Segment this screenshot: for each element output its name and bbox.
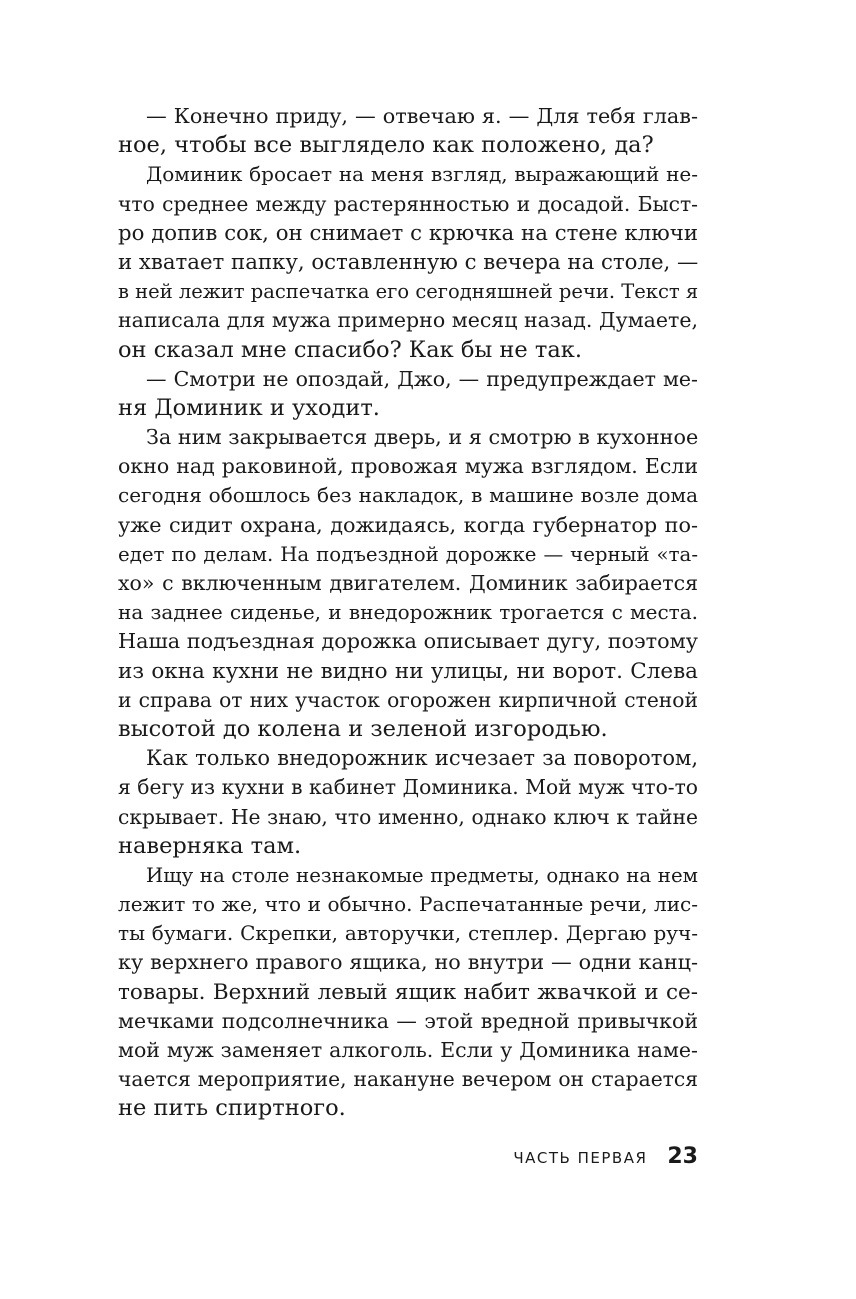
text-line: хо» с включенным двигателем. Доминик забирается [118, 571, 698, 595]
running-head: ЧАСТЬ ПЕРВАЯ [513, 1149, 648, 1167]
text-line: что среднее между растерянностью и досадой. Быст- [118, 191, 698, 216]
text-line: написала для мужа примерно месяц назад. Думаете, [118, 308, 698, 333]
text-line: уже сидит охрана, дожидаясь, когда губернатор по- [118, 512, 698, 537]
text-line: — Смотри не опоздай, Джо, — предупреждает ме- [146, 366, 698, 391]
text-line: лежит то же, что и обычно. Распечатанные речи, лис- [118, 892, 698, 917]
text-line: высотой до колена и зеленой изгородью. [118, 715, 608, 742]
text-line: едет по делам. На подъездной дорожке — черный «та- [118, 542, 698, 566]
text-line: чается мероприятие, накануне вечером он старается [118, 1067, 698, 1092]
text-line: товары. Верхний левый ящик набит жвачкой и се- [118, 979, 698, 1005]
text-line: ты бумаги. Скрепки, авторучки, степлер. Дергаю руч- [118, 921, 698, 946]
text-line: окно над раковиной, провожая мужа взглядом. Если [118, 454, 698, 479]
text-line: мечками подсолнечника — этой вредной привычкой [118, 1008, 698, 1033]
text-line: не пить спиртного. [118, 1095, 346, 1122]
text-line: — Конечно приду, — отвечаю я. — Для тебя глав- [146, 104, 698, 128]
text-line: ное, чтобы все выглядело как положено, да? [118, 132, 654, 159]
text-line: я бегу из кухни в кабинет Доминика. Мой муж что-то [118, 775, 698, 800]
page-number: 23 [667, 1144, 698, 1169]
text-line: наверняка там. [118, 832, 302, 859]
text-line: За ним закрывается дверь, и я смотрю в кухонное [146, 425, 698, 450]
text-line: и справа от них участок огорожен кирпичной стеной [118, 687, 698, 712]
text-line: Ищу на столе незнакомые предметы, однако на нем [146, 863, 698, 887]
text-line: Наша подъездная дорожка описывает дугу, поэтому [118, 629, 698, 654]
text-line: из окна кухни не видно ни улицы, ни ворот. Слева [118, 658, 698, 684]
text-line: ня Доминик и уходит. [118, 394, 380, 421]
text-line: ку верхнего правого ящика, но внутри — одни канц- [118, 950, 698, 975]
text-line: мой муж заменяет алкоголь. Если у Доминика наме- [118, 1038, 698, 1062]
text-line: Доминик бросает на меня взгляд, выражающий не- [146, 162, 698, 187]
text-line: Как только внедорожник исчезает за поворотом, [146, 746, 698, 771]
body-text [118, 102, 698, 1124]
text-line: сегодня обошлось без накладок, в машине возле дома [118, 483, 698, 508]
text-line: на заднее сиденье, и внедорожник трогается с места. [118, 600, 698, 625]
page-footer [513, 1144, 698, 1174]
text-line: он сказал мне спасибо? Как бы не так. [118, 336, 582, 363]
text-line: скрывает. Не знаю, что именно, однако ключ к тайне [118, 804, 698, 829]
text-line: и хватает папку, оставленную с вечера на столе, — [118, 249, 698, 275]
text-line: ро допив сок, он снимает с крючка на стене ключи [118, 220, 698, 246]
text-line: в ней лежит распечатка его сегодняшней речи. Текст я [118, 280, 698, 304]
